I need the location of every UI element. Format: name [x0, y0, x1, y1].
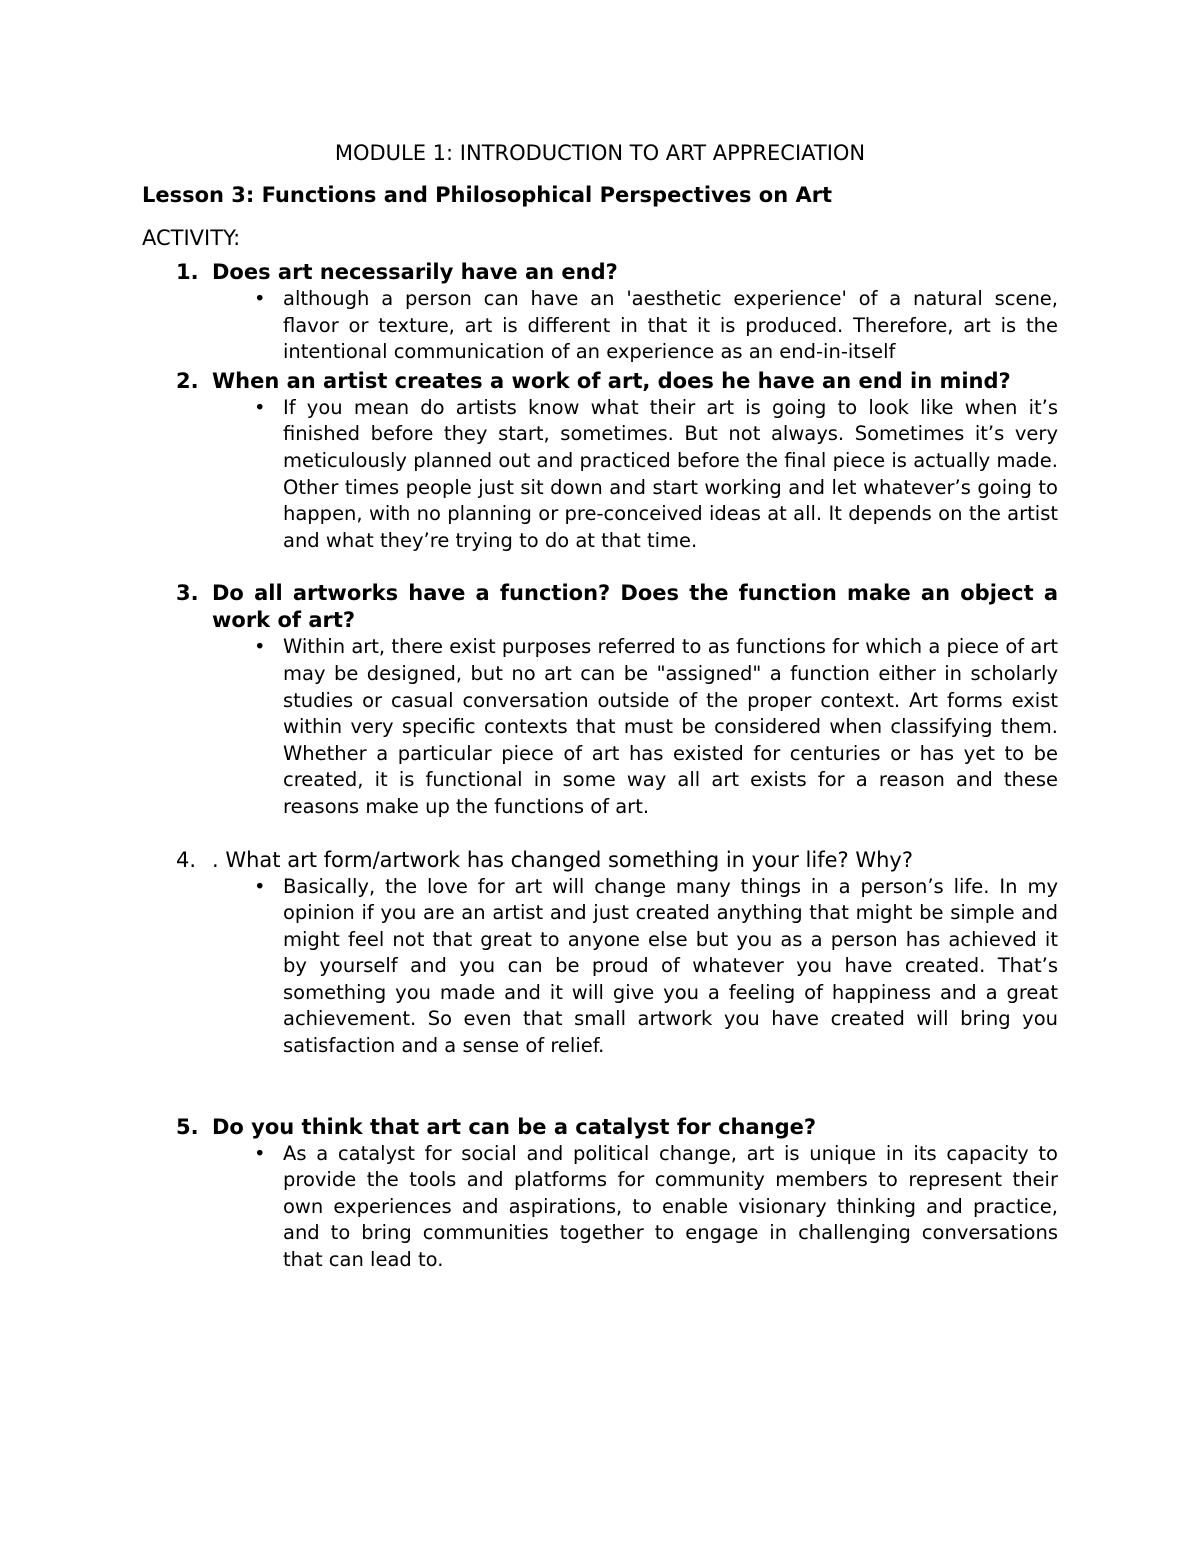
question-number: 5. [176, 1114, 199, 1139]
bullet-icon: • [254, 287, 266, 310]
bullet-icon: • [254, 874, 266, 898]
question-4 [142, 847, 1058, 874]
answer-text: As a catalyst for social and political change, art is unique in its capacity to provide the tools and platforms for community members to represent their own experiences and aspirations, to enable visionary thinking and practice, and to bring communities together to engage in challenging conversations that can lead to. [283, 1141, 1058, 1272]
bullet-icon: • [254, 1141, 266, 1165]
module-title: MODULE 1: INTRODUCTION TO ART APPRECIATION [334, 141, 866, 165]
question-text: Does art necessarily have an end? [212, 260, 618, 284]
question-text: Do all artworks have a function? Does the function make an object a work of art? [212, 581, 1058, 633]
question-1 [142, 259, 1058, 286]
answer-4 [142, 874, 1058, 1060]
lesson-heading: Lesson 3: Functions and Philosophical Perspectives on Art [142, 183, 833, 207]
document-page [142, 138, 1058, 1274]
question-text: Do you think that art can be a catalyst for change? [212, 1114, 817, 1139]
answer-text: Within art, there exist purposes referred to as functions for which a piece of art may be designed, but no art can be "assigned" a function either in scholarly studies or casual conversation outside of the proper context. Art forms exist within very specific contexts that must be considered when classifying them. Whether a particular piece of art has existed for centuries or has yet to be created, it is functional in some way all art exists for a reason and these reasons make up the functions of art. [283, 635, 1058, 818]
question-number: 2. [176, 368, 199, 393]
question-block-3 [142, 580, 1058, 820]
question-block-2 [142, 368, 1058, 555]
question-number: 3. [176, 581, 199, 606]
question-text: . What art form/artwork has changed something in your life? Why? [212, 847, 913, 872]
question-block-1 [142, 259, 1058, 366]
question-3 [142, 580, 1058, 634]
bullet-icon: • [254, 395, 266, 419]
answer-5 [142, 1141, 1058, 1274]
question-text: When an artist creates a work of art, does he have an end in mind? [212, 368, 1011, 393]
bullet-icon: • [254, 635, 266, 659]
answer-3 [142, 634, 1058, 820]
activity-label: ACTIVITY: [142, 226, 241, 250]
answer-text: If you mean do artists know what their art is going to look like when it’s finished before they start, sometimes. But not always. Sometimes it’s very meticulously planned out and practiced before the final piece is actually made. Other times people just sit down and start working and let whatever’s going to happen, with no planning or pre-conceived ideas at all. It depends on the artist and what they’re trying to do at that time. [283, 395, 1058, 552]
question-block-5 [142, 1114, 1058, 1274]
question-5 [142, 1114, 1058, 1141]
answer-2 [142, 395, 1058, 555]
question-number: 4. [176, 847, 197, 872]
answer-text: Basically, the love for art will change many things in a person’s life. In my opinion if you are an artist and just created anything that might be simple and might feel not that great to anyone else but you as a person has achieved it by yourself and you can be proud of whatever you have created. That’s something you made and it will give you a feeling of happiness and a great achievement. So even that small artwork you have created will bring you satisfaction and a sense of relief. [283, 874, 1058, 1058]
answer-1 [142, 286, 1058, 366]
question-number: 1. [176, 260, 199, 284]
answer-text: although a person can have an 'aesthetic experience' of a natural scene, flavor or texture, art is different in that it is produced. Therefore, art is the intentional communication of an experience as an end-in-itself [283, 287, 1058, 364]
question-block-4 [142, 847, 1058, 1060]
question-2 [142, 368, 1058, 395]
